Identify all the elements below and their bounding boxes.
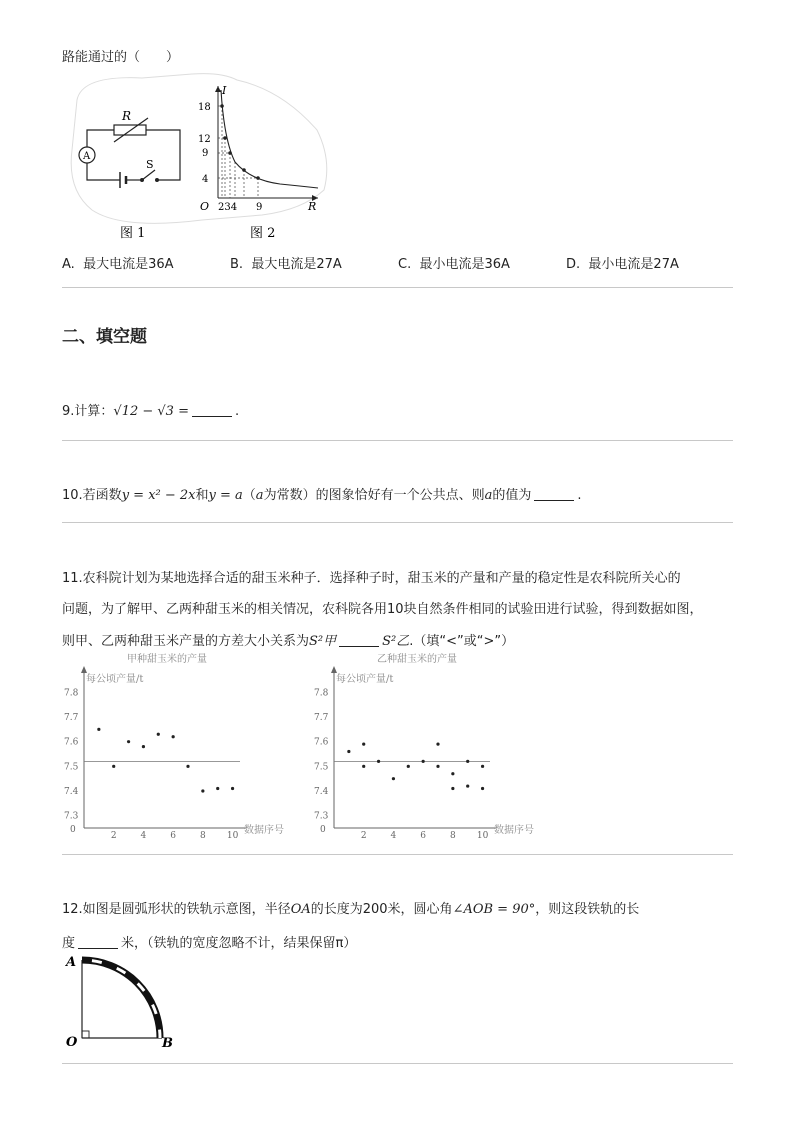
question-10: 10.若函数y = x² − 2x和y = a（a为常数）的图象恰好有一个公共点、则a的值为 .: [62, 488, 582, 503]
switch-label: S: [146, 158, 154, 171]
y-tick-label: 7.3: [314, 811, 329, 822]
q10-answer-blank[interactable]: [534, 488, 574, 501]
q12-answer-blank[interactable]: [78, 936, 118, 949]
y-axis-arrow: [331, 666, 337, 673]
data-point: [347, 750, 350, 753]
y-tick-label: 7.3: [64, 811, 79, 822]
data-point: [377, 760, 380, 763]
y-tick-label: 7.5: [64, 762, 79, 773]
divider: [62, 287, 733, 288]
x-tick-label: 10: [476, 831, 489, 840]
option-b[interactable]: B. 最大电流是27A: [230, 257, 342, 272]
chart-yi-yield: [312, 650, 552, 840]
chart-jia-yield: [62, 650, 302, 840]
data-point: [392, 777, 395, 780]
data-point: [407, 765, 410, 768]
section-title: 二、填空题: [62, 327, 147, 347]
x-tick-label: 10: [226, 831, 239, 840]
ammeter-label: A: [83, 151, 91, 162]
q11-line2: 问题，为了解甲、乙两种甜玉米的相关情况，农科院各用10块自然条件相同的试验田进行试验，得到数据如图，: [62, 602, 703, 617]
data-point: [112, 765, 115, 768]
y-tick-label: 7.4: [314, 787, 329, 797]
q12-line2: 度 米，（铁轨的宽度忽略不计，结果保留π）: [62, 936, 357, 951]
data-point: [362, 743, 365, 746]
data-point: [186, 765, 189, 768]
variance-jia: S²甲: [309, 634, 337, 649]
data-point: [481, 787, 484, 790]
y-tick-label: 7.7: [64, 713, 79, 723]
x-tick-label: 2: [110, 831, 117, 840]
data-point: [466, 760, 469, 763]
q11-answer-blank[interactable]: [339, 634, 379, 647]
x-tick-label: 4: [390, 831, 397, 840]
divider: [62, 440, 733, 441]
data-point: [362, 765, 365, 768]
x-tick-label: 2: [360, 831, 367, 840]
y-tick-4: 4: [202, 174, 209, 185]
divider: [62, 854, 733, 855]
y-tick-12: 12: [198, 134, 211, 145]
y-tick-label: 7.4: [64, 787, 79, 797]
divider: [62, 1063, 733, 1064]
data-point: [142, 745, 145, 748]
origin-label: O: [200, 200, 210, 213]
data-point: [97, 728, 100, 731]
y-tick-18: 18: [198, 102, 211, 113]
data-point: [436, 765, 439, 768]
chart-title: 甲种甜玉米的产量: [127, 654, 207, 665]
divider: [62, 522, 733, 523]
origin-label: 0: [320, 825, 326, 835]
x-axis-label: 数据序号: [244, 825, 284, 836]
data-point: [231, 787, 234, 790]
data-point: [422, 760, 425, 763]
option-d[interactable]: D. 最小电流是27A: [566, 257, 679, 272]
x-tick-9: 9: [256, 202, 263, 213]
data-point: [172, 735, 175, 738]
point-b-label: B: [162, 1036, 173, 1050]
x-tick-label: 8: [199, 831, 206, 840]
y-tick-label: 7.8: [64, 688, 79, 699]
q9-expression: √12 − √3 =: [113, 404, 189, 419]
y-tick-9: 9: [202, 148, 209, 159]
x-tick-label: 4: [140, 831, 147, 840]
data-point: [436, 743, 439, 746]
data-point: [481, 765, 484, 768]
x-tick-234: 234: [218, 202, 238, 213]
q11-line3: 则甲、乙两种甜玉米产量的方差大小关系为S²甲 S²乙.（填“<”或“>”）: [62, 634, 515, 649]
q12-line1: 12.如图是圆弧形状的铁轨示意图，半径OA的长度为200米，圆心角∠AOB = 90°，则这段铁轨的长: [62, 902, 640, 917]
data-point: [157, 733, 160, 736]
y-tick-label: 7.6: [64, 737, 79, 748]
x-tick-label: 8: [449, 831, 456, 840]
data-point: [451, 772, 454, 775]
figure2-caption: 图 2: [250, 226, 276, 241]
variance-yi: S²乙: [382, 634, 410, 649]
q8-stem-tail: 路能通过的（ ）: [62, 50, 180, 65]
y-axis-label: 每公顷产量/t: [336, 674, 394, 685]
y-tick-label: 7.5: [314, 762, 329, 773]
figure1-caption: 图 1: [120, 226, 146, 241]
data-point: [451, 787, 454, 790]
point-a-label: A: [66, 955, 77, 970]
railway-arc-figure: [62, 950, 192, 1050]
question-9: 9.计算：√12 − √3 = .: [62, 404, 240, 419]
data-point: [466, 784, 469, 787]
chart-title: 乙种甜玉米的产量: [377, 654, 457, 665]
x-axis-label: 数据序号: [494, 825, 534, 836]
option-a[interactable]: A. 最大电流是36A: [62, 257, 174, 272]
option-c[interactable]: C. 最小电流是36A: [398, 257, 510, 272]
axis-label-i: I: [222, 84, 227, 97]
x-tick-label: 6: [420, 831, 427, 840]
origin-label: 0: [70, 825, 76, 835]
y-tick-label: 7.7: [314, 713, 329, 723]
q11-line1: 11.农科院计划为某地选择合适的甜玉米种子．选择种子时，甜玉米的产量和产量的稳定性是农科院所关心的: [62, 571, 681, 586]
y-tick-label: 7.8: [314, 688, 329, 699]
point-o-label: O: [66, 1035, 78, 1050]
ir-graph: [190, 80, 330, 245]
x-tick-label: 6: [170, 831, 177, 840]
data-point: [127, 740, 130, 743]
y-axis-arrow: [81, 666, 87, 673]
data-point: [201, 789, 204, 792]
data-point: [216, 787, 219, 790]
axis-label-r: R: [308, 200, 317, 213]
y-axis-label: 每公顷产量/t: [86, 674, 144, 685]
y-tick-label: 7.6: [314, 737, 329, 748]
rheostat-label: R: [122, 109, 132, 123]
q9-answer-blank[interactable]: [192, 404, 232, 417]
